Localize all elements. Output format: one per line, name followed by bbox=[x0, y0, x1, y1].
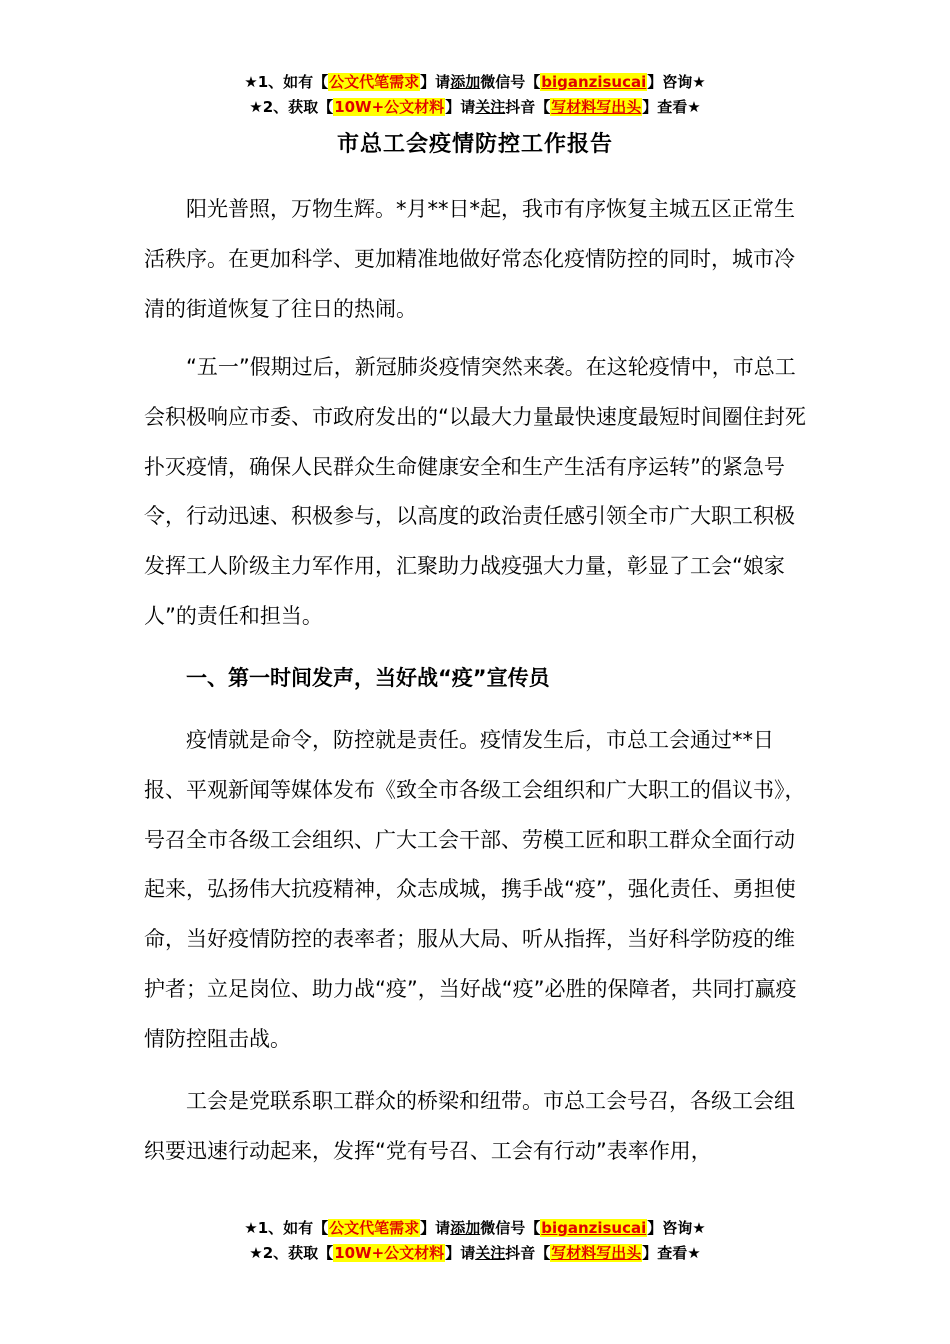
banner-text: 】咨询★ bbox=[647, 1219, 706, 1237]
paragraph-4: 工会是党联系职工群众的桥梁和纽带。市总工会号召，各级工会组织要迅速行动起来，发挥“党有号召、工会有行动”表率作用， bbox=[144, 1089, 795, 1163]
banner-text: ★1、如有【 bbox=[244, 73, 329, 91]
banner-text: 】请 bbox=[445, 98, 476, 116]
banner-highlight: 公文代笔需求 bbox=[329, 73, 420, 91]
banner-text: 】请 bbox=[445, 1244, 476, 1262]
document-title: 市总工会疫情防控工作报告 bbox=[336, 132, 613, 157]
banner-text: 微信号【 bbox=[480, 1219, 541, 1237]
banner-highlight: 10W+公文材料 bbox=[334, 1244, 445, 1262]
banner-wechat-id: biganzisucai bbox=[541, 1219, 647, 1237]
banner-text: 】查看★ bbox=[642, 98, 701, 116]
banner-text: 微信号【 bbox=[480, 73, 541, 91]
banner-line-1 bbox=[0, 70, 950, 95]
banner-underlined-text: 添加 bbox=[450, 1219, 481, 1237]
banner-douyin-id: 写材料写出头 bbox=[551, 98, 642, 116]
banner-text: 】咨询★ bbox=[647, 73, 706, 91]
banner-wechat-id: biganzisucai bbox=[541, 73, 647, 91]
banner-text: ★1、如有【 bbox=[244, 1219, 329, 1237]
banner-underlined-text: 添加 bbox=[450, 73, 481, 91]
banner-underlined-text: 关注 bbox=[475, 98, 506, 116]
banner-text: 】请 bbox=[420, 73, 451, 91]
banner-underlined-text: 关注 bbox=[475, 1244, 506, 1262]
section-heading-1: 一、第一时间发声，当好战“疫”宣传员 bbox=[186, 666, 550, 690]
header-banner bbox=[0, 70, 950, 120]
footer-banner bbox=[0, 1216, 950, 1266]
banner-text: ★2、获取【 bbox=[249, 1244, 334, 1262]
paragraph-1: 阳光普照，万物生辉。*月**日*起，我市有序恢复主城五区正常生活秩序。在更加科学、更加精准地做好常态化疫情防控的同时，城市冷清的街道恢复了往日的热闹。 bbox=[144, 197, 795, 321]
banner-highlight: 10W+公文材料 bbox=[334, 98, 445, 116]
paragraph-2: “五一”假期过后，新冠肺炎疫情突然来袭。在这轮疫情中，市总工会积极响应市委、市政府发出的“以最大力量最快速度最短时间圈住封死扑灭疫情，确保人民群众生命健康安全和生产生活有序运转”的紧急号令，行动迅速、积极参与，以高度的政治责任感引领全市广大职工积极发挥工人阶级主力军作用，汇聚助力战疫强大力量，彰显了工会“娘家人”的责任和担当。 bbox=[144, 355, 806, 628]
banner-douyin-id: 写材料写出头 bbox=[551, 1244, 642, 1262]
banner-text: 抖音【 bbox=[505, 1244, 551, 1262]
banner-line-2 bbox=[0, 1241, 950, 1266]
paragraph-3: 疫情就是命令，防控就是责任。疫情发生后，市总工会通过**日报、平观新闻等媒体发布《致全市各级工会组织和广大职工的倡议书》，号召全市各级工会组织、广大工会干部、劳模工匠和职工群众全面行动起来，弘扬伟大抗疫精神，众志成城，携手战“疫”，强化责任、勇担使命，当好疫情防控的表率者；服从大局、听从指挥，当好科学防疫的维护者；立足岗位、助力战“疫”，当好战“疫”必胜的保障者，共同打赢疫情防控阻击战。 bbox=[144, 728, 806, 1051]
banner-text: 】请 bbox=[420, 1219, 451, 1237]
banner-line-2 bbox=[0, 95, 950, 120]
banner-line-1 bbox=[0, 1216, 950, 1241]
banner-text: ★2、获取【 bbox=[249, 98, 334, 116]
banner-text: 抖音【 bbox=[505, 98, 551, 116]
banner-text: 】查看★ bbox=[642, 1244, 701, 1262]
banner-highlight: 公文代笔需求 bbox=[329, 1219, 420, 1237]
